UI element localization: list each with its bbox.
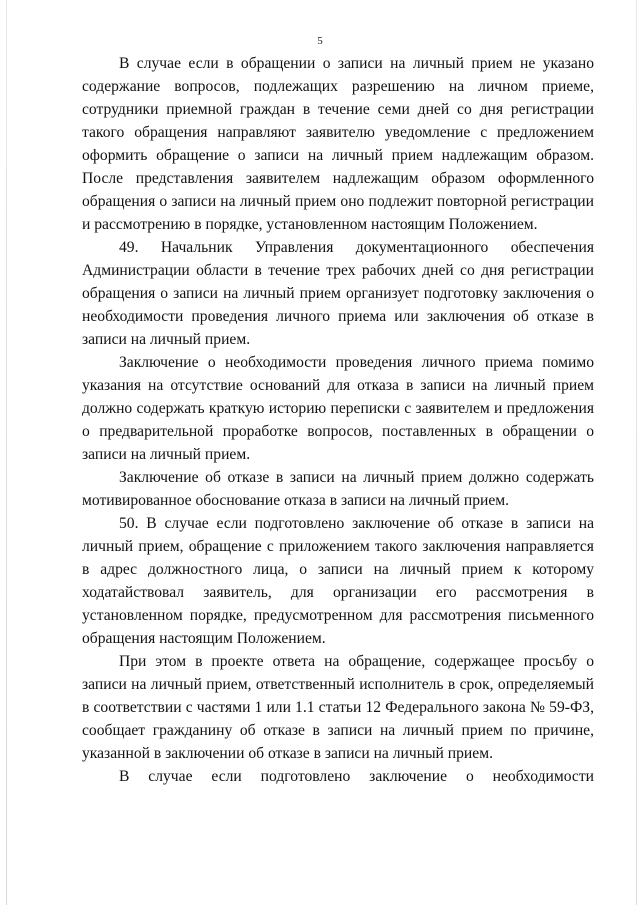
scan-edge-left — [6, 0, 7, 905]
paragraph-continued: В случае если подготовлено заключение о необходимости — [119, 768, 594, 785]
paragraph-refusal-conclusion: Заключение об отказе в записи на личный прием должно содержать мотивированное обоснование отказа в записи на личный прием. — [82, 469, 594, 509]
scan-edge-right — [636, 0, 637, 905]
paragraph-item-49: 49. Начальник Управления документационного обеспечения Администрации области в течение трех рабочих дней со дня регистрации обращения о записи на личный прием организует подготовку заключения о необходимости проведения личного приема или заключения об отказе в записи на личный прием. — [82, 239, 594, 348]
page-number: 5 — [317, 35, 323, 47]
paragraph-reply-project: При этом в проекте ответа на обращение, содержащее просьбу о записи на личный прием, ответственный исполнитель в срок, определяемый в соответствии с частями 1 или 1.1 статьи 12 Федерального закона № 59-ФЗ, сообщает гражданину об отказе в записи на личный прием по причине, указанной в заключении об отказе в записи на личный прием. — [82, 653, 594, 762]
paragraph-incomplete-request: В случае если в обращении о записи на личный прием не указано содержание вопросов, подлежащих разрешению на личном приеме, сотрудники приемной граждан в течение семи дней со дня регистрации такого обращения направляют заявителю уведомление с предложением оформить обращение о записи на личный прием надлежащим образом. После представления заявителем надлежащим образом оформленного обращения о записи на личный прием оно подлежит повторной регистрации и рассмотрению в порядке, установленном настоящим Положением. — [82, 55, 594, 233]
document-body — [82, 52, 594, 788]
paragraph-necessity-conclusion: Заключение о необходимости проведения личного приема помимо указания на отсутствие оснований для отказа в записи на личный прием должно содержать краткую историю переписки с заявителем и предложения о предварительной проработке вопросов, поставленных в обращении о записи на личный прием. — [82, 354, 594, 463]
paragraph-item-50: 50. В случае если подготовлено заключение об отказе в записи на личный прием, обращение с приложением такого заключения направляется в адрес должностного лица, о записи на личный прием к которому ходатайствовал заявитель, для организации его рассмотрения в установленном порядке, предусмотренном для рассмотрения письменного обращения настоящим Положением. — [82, 515, 594, 647]
